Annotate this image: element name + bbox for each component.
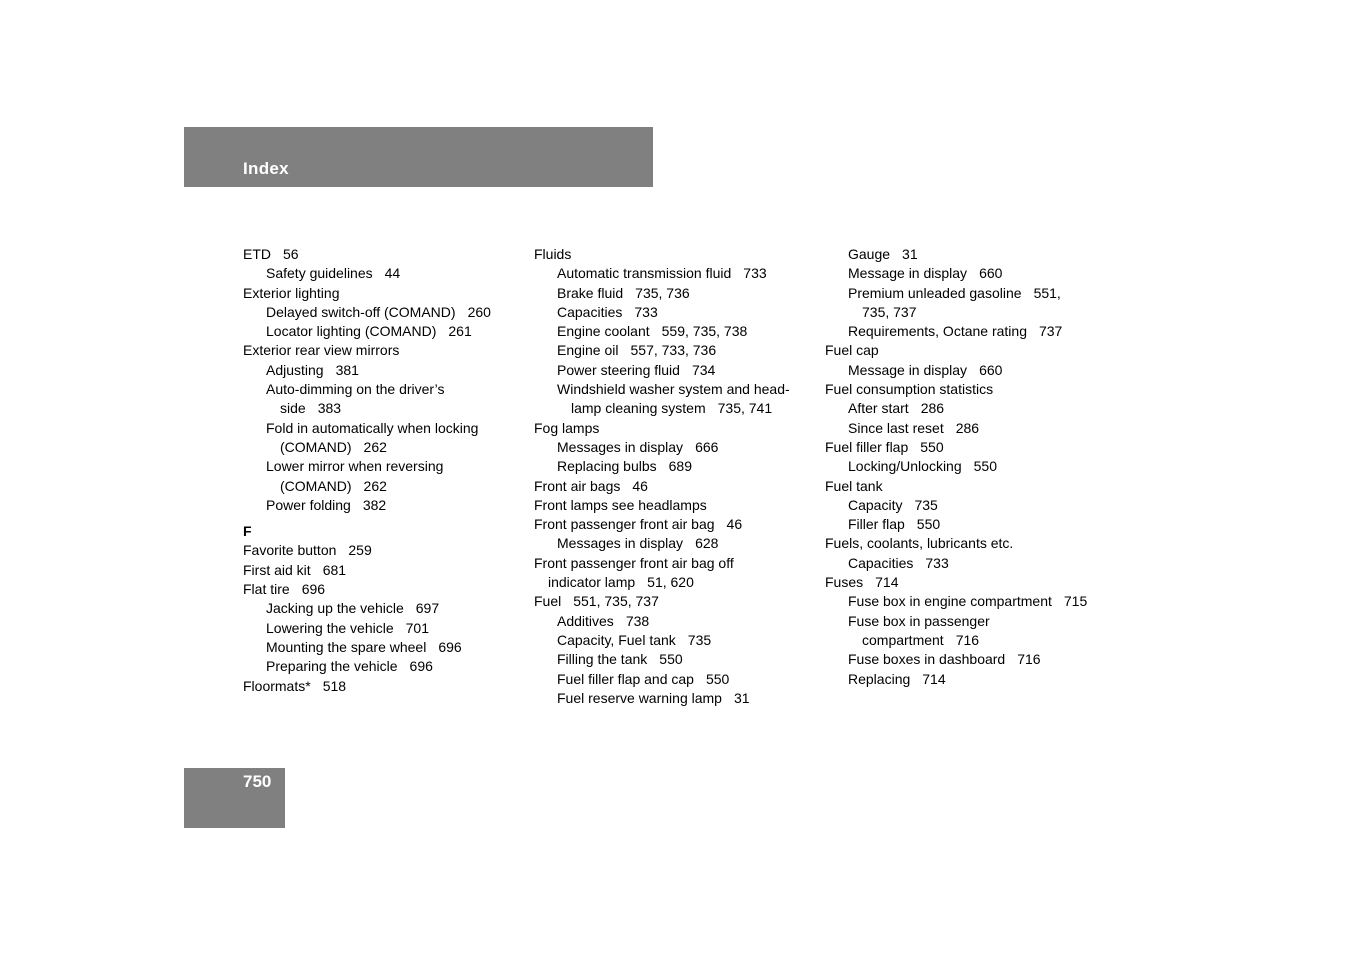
entry-term: Windshield washer system and head- (557, 381, 790, 398)
entry-page-ref[interactable]: 701 (405, 619, 429, 636)
index-entry (534, 689, 824, 708)
entry-term: Message in display (848, 265, 968, 282)
entry-page-ref[interactable]: 681 (322, 561, 347, 578)
entry-page-ref[interactable]: 733 (925, 554, 949, 571)
entry-term: compartment (862, 631, 944, 648)
entry-page-ref[interactable]: 714 (922, 670, 946, 687)
entry-term: Fuses (825, 574, 864, 591)
index-entry (534, 650, 824, 669)
index-entry (534, 341, 824, 360)
entry-page-ref[interactable]: 550 (659, 651, 683, 668)
entry-term: Safety guidelines (266, 265, 373, 282)
entry-term: Delayed switch-off (COMAND) (266, 303, 456, 320)
index-entry (825, 303, 1115, 322)
index-header-bar (184, 127, 653, 187)
index-entry (243, 303, 533, 322)
index-entry (243, 638, 533, 657)
entry-term: side (280, 400, 306, 417)
entry-term: Brake fluid (557, 284, 624, 301)
entry-term: Front lamps see headlamps (534, 496, 707, 513)
entry-page-ref[interactable]: 559, 735, 738 (661, 323, 748, 340)
entry-term: F (243, 523, 252, 540)
index-entry (825, 399, 1115, 418)
entry-page-ref[interactable]: 46 (726, 516, 743, 533)
index-entry (243, 561, 533, 580)
index-entry (534, 245, 824, 264)
entry-term: Fuel tank (825, 477, 883, 494)
index-entry (243, 419, 533, 438)
entry-term: Filler flap (848, 516, 905, 533)
entry-term: Fuel (534, 593, 562, 610)
entry-page-ref[interactable]: 737 (1038, 323, 1063, 340)
entry-page-ref[interactable]: 551, 735, 737 (573, 593, 659, 610)
entry-page-ref[interactable]: 261 (448, 323, 472, 340)
index-entry (825, 380, 1115, 399)
entry-term: Capacities (848, 554, 914, 571)
entry-page-ref[interactable]: 51, 620 (647, 574, 694, 591)
entry-page-ref[interactable]: 628 (695, 535, 719, 552)
index-entry (825, 322, 1115, 341)
index-entry (534, 457, 824, 476)
entry-page-ref[interactable]: 557, 733, 736 (630, 342, 717, 359)
index-entry (243, 284, 533, 303)
entry-term: Capacity, Fuel tank (557, 631, 676, 648)
entry-page-ref[interactable]: 259 (348, 542, 372, 559)
index-entry (825, 264, 1115, 283)
index-entry (534, 515, 824, 534)
entry-page-ref[interactable]: 56 (283, 246, 299, 262)
index-entry (825, 515, 1115, 534)
entry-term: Engine coolant (557, 323, 650, 340)
entry-term: Locking/Unlocking (848, 458, 962, 475)
entry-page-ref[interactable]: 550 (973, 458, 997, 475)
index-entry (825, 419, 1115, 438)
index-column-1 (243, 245, 533, 696)
entry-term: Fuels, coolants, lubricants etc. (825, 535, 1014, 552)
index-entry (243, 541, 533, 560)
entry-page-ref[interactable]: 660 (979, 361, 1003, 378)
index-entry (534, 631, 824, 650)
entry-page-ref[interactable]: 716 (1017, 651, 1041, 668)
index-entry (243, 677, 533, 696)
index-entry (825, 361, 1115, 380)
index-entry (534, 592, 824, 611)
entry-page-ref[interactable]: 286 (920, 400, 945, 417)
index-entry (243, 619, 533, 638)
entry-term: Messages in display (557, 438, 684, 455)
page-number: 750 (243, 772, 272, 791)
entry-term: Premium unleaded gasoline (848, 284, 1022, 301)
entry-term: Requirements, Octane rating (848, 323, 1027, 340)
entry-term: Filling the tank (557, 651, 648, 668)
entry-term: Lowering the vehicle (266, 619, 394, 636)
index-entry (534, 399, 824, 418)
index-column-2 (534, 245, 824, 708)
index-entry (825, 631, 1115, 650)
entry-page-ref[interactable]: 735, 741 (717, 400, 773, 417)
index-entry (534, 264, 824, 283)
entry-term: Capacity (848, 496, 903, 513)
page-title: Index (243, 159, 289, 178)
entry-page-ref[interactable]: 716 (955, 631, 980, 648)
entry-term: Front passenger front air bag off (534, 554, 734, 571)
entry-term: Fuel consumption statistics (825, 381, 994, 398)
entry-term: Front passenger front air bag (534, 516, 715, 533)
entry-term: Message in display (848, 361, 968, 378)
entry-term: Adjusting (266, 361, 324, 378)
entry-term: Capacities (557, 303, 623, 320)
entry-term: Gauge (848, 246, 891, 262)
entry-page-ref[interactable]: 696 (301, 581, 326, 598)
entry-page-ref[interactable]: 666 (695, 438, 719, 455)
index-entry (825, 284, 1115, 303)
entry-page-ref[interactable]: 735 (914, 496, 938, 513)
index-entry (534, 419, 824, 438)
entry-page-ref[interactable]: 733 (743, 265, 767, 282)
index-entry (243, 245, 533, 264)
entry-term: First aid kit (243, 561, 311, 578)
index-entry (825, 341, 1115, 360)
entry-page-ref[interactable]: 550 (916, 516, 941, 533)
index-entry (825, 670, 1115, 689)
index-entry (534, 477, 824, 496)
entry-term: lamp cleaning system (571, 400, 706, 417)
index-entry (825, 438, 1115, 457)
index-entry (534, 670, 824, 689)
index-entry (243, 380, 533, 399)
index-entry (534, 322, 824, 341)
entry-term: Flat tire (243, 581, 290, 598)
entry-page-ref[interactable]: 734 (691, 361, 716, 378)
index-entry (534, 496, 824, 515)
entry-page-ref[interactable]: 689 (668, 458, 692, 475)
entry-term: Floormats* (243, 677, 311, 694)
entry-page-ref[interactable]: 696 (409, 658, 433, 675)
entry-page-ref[interactable]: 735, 737 (862, 303, 917, 320)
entry-term: Replacing bulbs (557, 458, 657, 475)
entry-page-ref[interactable]: 31 (733, 689, 750, 706)
index-entry (825, 612, 1115, 631)
index-entry (534, 534, 824, 553)
entry-term: Fuel cap (825, 342, 879, 359)
entry-term: Automatic transmission fluid (557, 265, 732, 282)
index-entry (243, 599, 533, 618)
entry-page-ref[interactable]: 518 (322, 677, 347, 694)
entry-term: ETD (243, 246, 271, 262)
entry-term: Fold in automatically when locking (266, 419, 479, 436)
entry-term: Exterior rear view mirrors (243, 342, 400, 359)
index-entry (243, 399, 533, 418)
entry-page-ref[interactable]: 696 (438, 638, 462, 655)
index-entry (825, 496, 1115, 515)
index-entry (243, 496, 533, 515)
entry-page-ref[interactable]: 714 (875, 574, 899, 591)
index-entry (243, 657, 533, 676)
entry-term: Fuel reserve warning lamp (557, 689, 722, 706)
index-entry (243, 477, 533, 496)
entry-page-ref[interactable]: 738 (625, 612, 650, 629)
index-entry (534, 361, 824, 380)
entry-page-ref[interactable]: 735 (687, 631, 712, 648)
index-entry (825, 573, 1115, 592)
entry-page-ref[interactable]: 733 (634, 303, 658, 320)
index-entry (534, 380, 824, 399)
index-entry (825, 477, 1115, 496)
index-entry (243, 438, 533, 457)
entry-page-ref[interactable]: 31 (902, 246, 918, 262)
entry-term: (COMAND) (280, 477, 352, 494)
entry-page-ref[interactable]: 550 (705, 670, 730, 687)
index-entry (825, 650, 1115, 669)
entry-term: Jacking up the vehicle (266, 600, 404, 617)
entry-page-ref[interactable]: 660 (979, 265, 1003, 282)
entry-page-ref[interactable]: 550 (920, 438, 944, 455)
index-entry (825, 245, 1115, 264)
index-entry (243, 322, 533, 341)
entry-term: Fuel filler flap and cap (557, 670, 694, 687)
index-entry (243, 264, 533, 283)
entry-page-ref[interactable]: 286 (955, 419, 980, 436)
index-entry (534, 554, 824, 573)
entry-term: Exterior lighting (243, 284, 340, 301)
entry-term: Power steering fluid (557, 361, 680, 378)
index-letter-heading (243, 522, 533, 541)
index-entry (825, 457, 1115, 476)
index-entry (825, 534, 1115, 553)
entry-page-ref[interactable]: 260 (467, 303, 491, 320)
entry-page-ref[interactable]: 46 (632, 477, 648, 494)
entry-term: (COMAND) (280, 438, 352, 455)
entry-page-ref[interactable]: 551, (1033, 284, 1061, 301)
entry-term: Engine oil (557, 342, 619, 359)
entry-term: Fuse box in passenger (848, 612, 990, 629)
entry-term: Replacing (848, 670, 911, 687)
entry-term: Fuel filler flap (825, 438, 909, 455)
entry-term: Auto-dimming on the driver’s (266, 381, 445, 398)
index-entry (243, 457, 533, 476)
entry-page-ref[interactable]: 262 (363, 477, 387, 494)
entry-term: Front air bags (534, 477, 621, 494)
index-entry (534, 438, 824, 457)
index-entry (534, 573, 824, 592)
entry-page-ref[interactable]: 381 (335, 361, 359, 378)
index-entry (825, 592, 1115, 611)
entry-term: Mounting the spare wheel (266, 638, 427, 655)
entry-page-ref[interactable]: 262 (363, 438, 387, 455)
entry-term: Additives (557, 612, 614, 629)
entry-page-ref[interactable]: 697 (415, 600, 440, 617)
index-entry (243, 580, 533, 599)
index-entry (534, 284, 824, 303)
index-entry (534, 303, 824, 322)
entry-term: Fog lamps (534, 419, 600, 436)
entry-page-ref[interactable]: 383 (317, 400, 342, 417)
entry-page-ref[interactable]: 382 (362, 496, 387, 513)
entry-term: Favorite button (243, 542, 337, 559)
entry-page-ref[interactable]: 44 (384, 265, 401, 282)
index-entry (243, 341, 533, 360)
index-entry (243, 361, 533, 380)
entry-page-ref[interactable]: 715 (1063, 593, 1088, 610)
entry-term: Since last reset (848, 419, 944, 436)
index-column-3 (825, 245, 1115, 689)
entry-term: Fuse boxes in dashboard (848, 651, 1006, 668)
page-number-tab (184, 768, 285, 828)
entry-term: Fuse box in engine compartment (848, 593, 1052, 610)
index-entry (534, 612, 824, 631)
entry-term: Messages in display (557, 535, 684, 552)
entry-term: After start (848, 400, 909, 417)
entry-term: Power folding (266, 496, 351, 513)
entry-term: indicator lamp (548, 574, 636, 591)
entry-term: Fluids (534, 246, 572, 262)
index-entry (825, 554, 1115, 573)
entry-page-ref[interactable]: 735, 736 (635, 284, 690, 301)
entry-term: Lower mirror when reversing (266, 458, 444, 475)
entry-term: Preparing the vehicle (266, 658, 398, 675)
entry-term: Locator lighting (COMAND) (266, 323, 437, 340)
